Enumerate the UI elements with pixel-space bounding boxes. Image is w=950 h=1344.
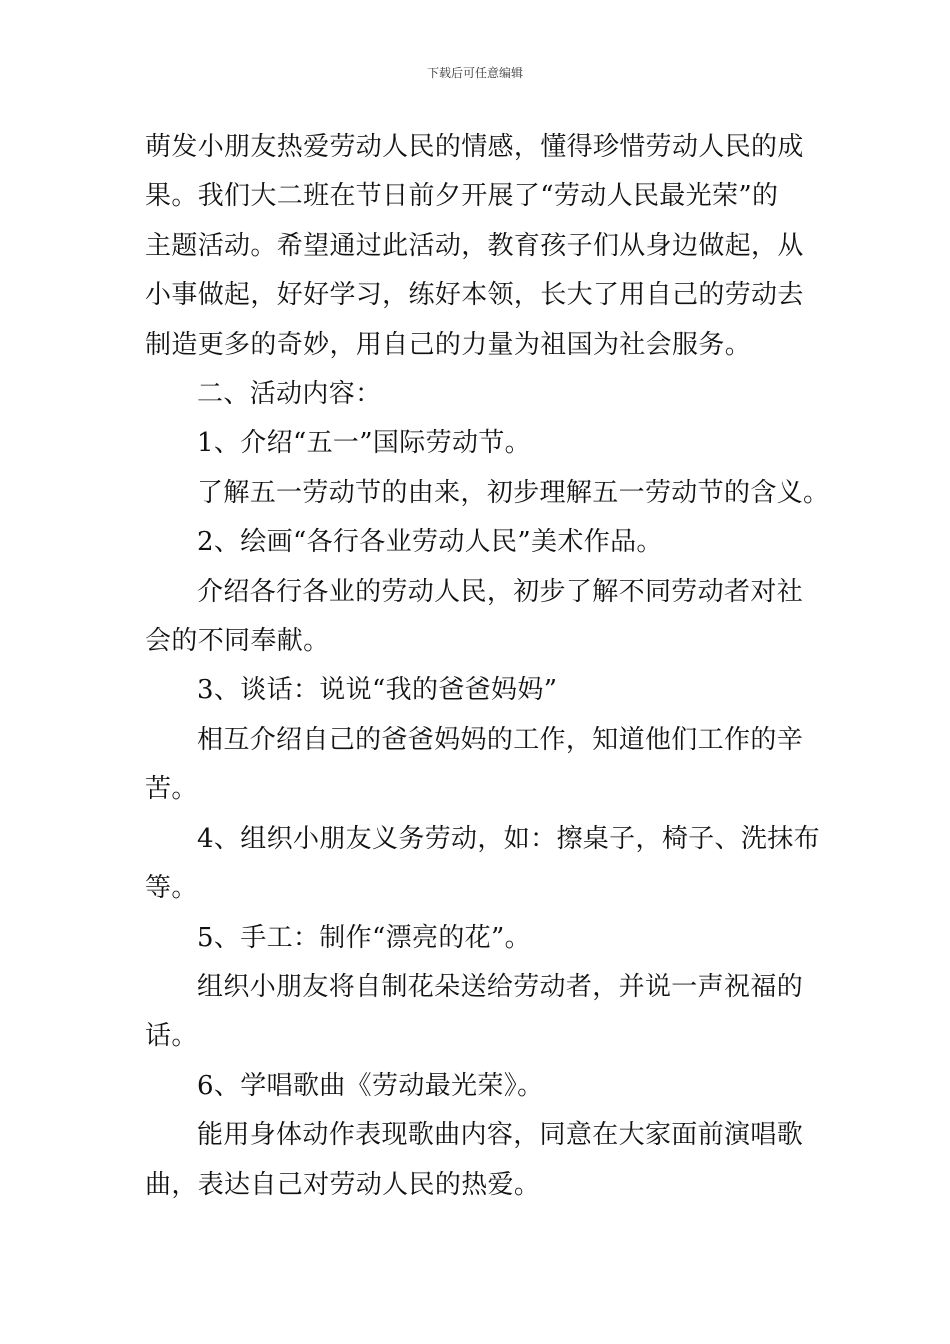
document-body (145, 123, 830, 1210)
activity-item-2-title: 2、绘画“各行各业劳动人民”美术作品。 (197, 527, 663, 558)
activity-item-3-title: 3、谈话：说说“我的爸爸妈妈” (197, 675, 558, 706)
activity-item-2-description-line-1: 介绍各行各业的劳动人民，初步了解不同劳动者对社 (197, 576, 804, 607)
activity-item-1-description: 了解五一劳动节的由来，初步理解五一劳动节的含义。 (197, 477, 830, 508)
activity-item-5-title: 5、手工：制作“漂亮的花”。 (197, 922, 532, 953)
activity-item-1-title: 1、介绍“五一”国际劳动节。 (197, 428, 532, 459)
section-heading-activity-content: 二、活动内容： (197, 379, 382, 410)
activity-item-2-description-line-2: 会的不同奉献。 (145, 626, 330, 657)
activity-item-3-description-line-2: 苦。 (145, 774, 198, 805)
activity-item-4-line-1: 4、组织小朋友义务劳动，如：擦桌子，椅子、洗抹布 (197, 823, 820, 854)
activity-item-4-line-2: 等。 (145, 873, 198, 904)
text-line-4: 小事做起，好好学习，练好本领，长大了用自己的劳动去 (145, 280, 804, 311)
text-line-1: 萌发小朋友热爱劳动人民的情感，懂得珍惜劳动人民的成 (145, 132, 804, 162)
activity-item-3-description-line-1: 相互介绍自己的爸爸妈妈的工作，知道他们工作的辛 (197, 724, 804, 755)
text-line-5: 制造更多的奇妙，用自己的力量为祖国为社会服务。 (145, 329, 752, 360)
text-line-3: 主题活动。希望通过此活动，教育孩子们从身边做起，从 (145, 230, 804, 261)
activity-item-6-title: 6、学唱歌曲《劳动最光荣》。 (197, 1070, 544, 1101)
page-header: 下载后可任意编辑 (426, 66, 523, 80)
activity-item-5-description-line-2: 话。 (145, 1021, 198, 1052)
activity-item-6-description-line-1: 能用身体动作表现歌曲内容，同意在大家面前演唱歌 (197, 1120, 804, 1151)
text-line-2: 果。我们大二班在节日前夕开展了“劳动人民最光荣”的 (145, 181, 779, 212)
activity-item-5-description-line-1: 组织小朋友将自制花朵送给劳动者，并说一声祝福的 (197, 971, 804, 1002)
activity-item-6-description-line-2: 曲，表达自己对劳动人民的热爱。 (145, 1169, 541, 1200)
